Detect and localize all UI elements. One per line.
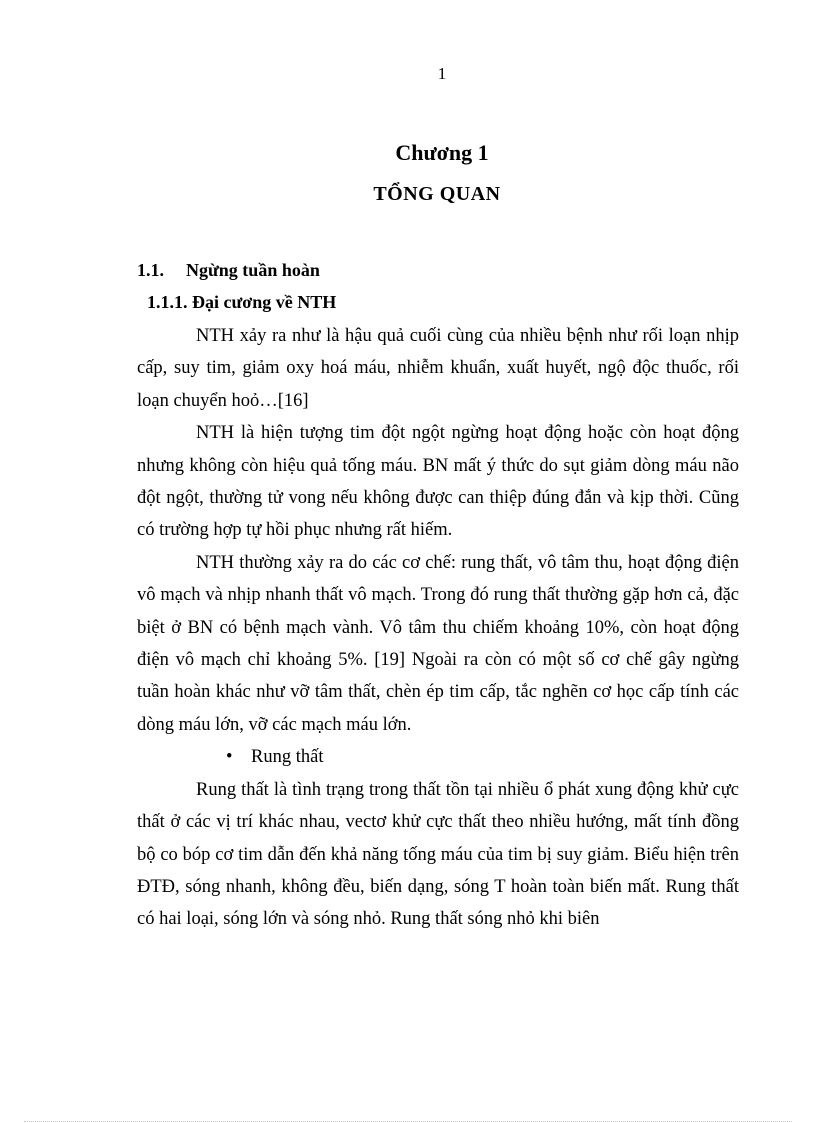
section-number: 1.1.: [137, 260, 164, 280]
paragraph-2: NTH là hiện tượng tim đột ngột ngừng hoạt động hoặc còn hoạt động nhưng không còn hiệu quả tống máu. BN mất ý thức do sụt giảm dòng máu não đột ngột, thường tử vong nếu không được can thiệp đúng đắn và kịp thời. Cũng có trường hợp tự hồi phục nhưng rất hiếm.: [137, 423, 739, 541]
chapter-title: Chương 1: [395, 140, 489, 165]
bullet-icon: •: [226, 747, 233, 768]
paragraph-3: NTH thường xảy ra do các cơ chế: rung thất, vô tâm thu, hoạt động điện vô mạch và nhịp nhanh thất vô mạch. Trong đó rung thất thường gặp hơn cả, đặc biệt ở BN có bệnh mạch vành. Vô tâm thu chiếm khoảng 10%, còn hoạt động điện vô mạch chỉ khoảng 5%. [19] Ngoài ra còn có một số cơ chế gây ngừng tuần hoàn khác như vỡ tâm thất, chèn ép tim cấp, tắc nghẽn cơ học cấp tính các dòng máu lớn, vỡ các mạch máu lớn.: [137, 552, 739, 735]
paragraph-4: Rung thất là tình trạng trong thất tồn tại nhiều ổ phát xung động khử cực thất ở các vị trí khác nhau, vectơ khử cực thất theo nhiều hướng, mất tính đồng bộ co bóp cơ tim dẫn đến khả năng tống máu của tim bị suy giảm. Biểu hiện trên ĐTĐ, sóng nhanh, không đều, biến dạng, sóng T hoàn toàn biến mất. Rung thất có hai loại, sóng lớn và sóng nhỏ. Rung thất sóng nhỏ khi biên: [137, 779, 739, 930]
section-heading: [137, 260, 320, 281]
bullet-item: [137, 741, 739, 773]
section-title: Ngừng tuần hoàn: [186, 260, 320, 280]
subsection-heading: 1.1.1. Đại cương về NTH: [147, 292, 337, 312]
bullet-label: Rung thất: [251, 747, 324, 768]
paragraph-1: NTH xảy ra như là hậu quả cuối cùng của nhiều bệnh như rối loạn nhịp cấp, suy tim, giảm oxy hoá máu, nhiễm khuẩn, xuất huyết, ngộ độc thuốc, rối loạn chuyển hoỏ…[16]: [137, 326, 739, 411]
page-bottom-divider: [24, 1121, 792, 1122]
chapter-subtitle: TỔNG QUAN: [373, 183, 501, 205]
page-number: 1: [437, 64, 447, 83]
body-text: [137, 320, 739, 936]
